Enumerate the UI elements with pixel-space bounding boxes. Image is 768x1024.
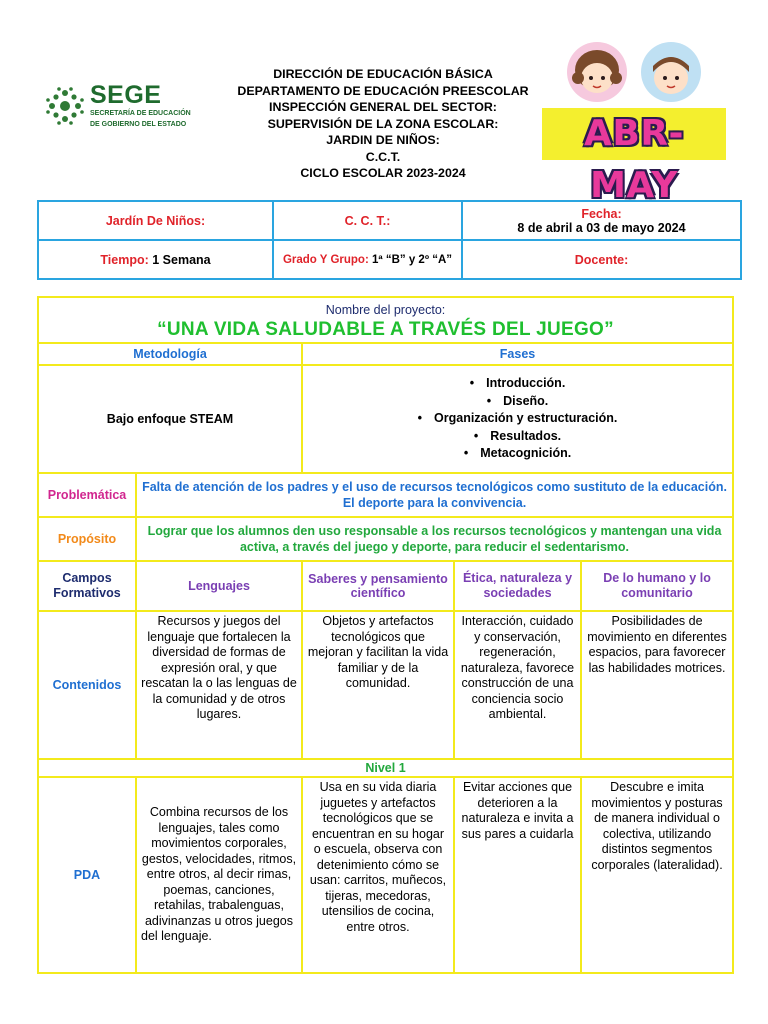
tiempo-value: 1 Semana	[148, 252, 211, 267]
campo-lenguajes: Lenguajes	[136, 561, 302, 611]
boy-icon	[641, 42, 701, 102]
pda-humano: Descubre e imita movimientos y posturas de manera individual o colectiva, utilizando distintos segmentos corporales (lateralidad).	[581, 777, 733, 973]
header-line: C.C.T.	[365, 149, 401, 164]
campos-label: Campos Formativos	[38, 561, 136, 611]
docente-cell	[462, 240, 741, 279]
sege-logo	[44, 82, 204, 130]
header-line: CICLO ESCOLAR 2023-2024	[300, 166, 466, 180]
project-table	[37, 296, 734, 974]
fecha-value: 8 de abril a 03 de mayo 2024	[517, 220, 686, 235]
kids-illustration	[563, 40, 705, 104]
fases-list	[307, 375, 728, 463]
header-line: JARDIN DE NIÑOS:	[326, 133, 440, 147]
grado-cell	[273, 240, 462, 279]
campo-saberes: Saberes y pensamiento científico	[302, 561, 454, 611]
project-name-label: Nombre del proyecto:	[325, 303, 446, 317]
month-badge	[542, 108, 726, 206]
proposito-text: Lograr que los alumnos den uso responsable a los recursos tecnológicos y mantengan una vida activa, a través del juego y deporte, para reducir el sedentarismo.	[136, 517, 733, 561]
campo-humano: De lo humano y lo comunitario	[581, 561, 733, 611]
jardin-cell	[38, 201, 273, 240]
header-line: DIRECCIÓN DE EDUCACIÓN BÁSICA	[273, 67, 493, 81]
info-table	[37, 200, 742, 280]
header-line: INSPECCIÓN GENERAL DEL SECTOR:	[269, 100, 497, 114]
fecha-cell	[462, 201, 741, 240]
girl-icon	[567, 42, 627, 102]
problematica-text: Falta de atención de los padres y el uso de recursos tecnológicos como sustituto de la educación. El deporte para la convivencia.	[136, 473, 733, 517]
pda-saberes: Usa en su vida diaria juguetes y artefactos tecnológicos que se encuentran en su hogar o escuela, observa con detenimiento cómo se usan: carritos, muñecos, tijeras, mecedoras, utensilios de cocina, entre otros.	[302, 777, 454, 973]
project-name-cell	[38, 297, 733, 343]
fases-cell	[302, 365, 733, 473]
logo-subtitle-1: SECRETARÍA DE EDUCACIÓN	[90, 110, 191, 118]
campo-etica: Ética, naturaleza y sociedades	[454, 561, 581, 611]
fecha-label: Fecha:	[581, 206, 622, 221]
pda-label: PDA	[38, 777, 136, 973]
metodologia-value: Bajo enfoque STEAM	[38, 365, 302, 473]
jardin-label: Jardín De Niños:	[105, 213, 206, 228]
problematica-label: Problemática	[38, 473, 136, 517]
fase-item: • Organización y estructuración.	[307, 410, 728, 428]
grado-value: 1ª “B” y 2º “A”	[368, 253, 453, 266]
logo-name: SEGE	[90, 81, 162, 110]
fase-item: • Resultados.	[307, 428, 728, 446]
fase-item: • Introducción.	[307, 375, 728, 393]
metodologia-header: Metodología	[38, 343, 302, 365]
pda-lenguajes: Combina recursos de los lenguajes, tales como movimientos corporales, gestos, velocidades, ritmos, entre otros, al decir rimas, poemas, canciones, retahilas, trabalenguas, adivinanzas u otros juegos del lenguaje.	[136, 777, 302, 973]
proposito-label: Propósito	[38, 517, 136, 561]
header-line: SUPERVISIÓN DE LA ZONA ESCOLAR:	[267, 116, 499, 131]
header-line: DEPARTAMENTO DE EDUCACIÓN PREESCOLAR	[237, 83, 529, 98]
docente-label: Docente:	[574, 252, 629, 267]
logo-subtitle-2: DE GOBIERNO DEL ESTADO	[90, 120, 187, 128]
contenido-humano: Posibilidades de movimiento en diferentes espacios, para favorecer las habilidades motrices.	[581, 611, 733, 759]
sege-emblem-icon	[44, 85, 86, 127]
contenido-lenguajes: Recursos y juegos del lenguaje que fortalecen la diversidad de formas de expresión oral, y que rescatan la o las lenguas de la comunidad y de otros lugares.	[136, 611, 302, 759]
nivel-label: Nivel 1	[38, 759, 733, 777]
fase-item: • Diseño.	[307, 393, 728, 411]
tiempo-cell	[38, 240, 273, 279]
fases-header: Fases	[302, 343, 733, 365]
tiempo-label: Tiempo:	[100, 252, 149, 267]
contenido-saberes: Objetos y artefactos tecnológicos que mejoran y facilitan la vida familiar y de la comunidad.	[302, 611, 454, 759]
contenidos-label: Contenidos	[38, 611, 136, 759]
grado-label: Grado Y Grupo:	[282, 253, 369, 266]
contenido-etica: Interacción, cuidado y conservación, regeneración, naturaleza, favorece construcción de una conciencia socio ambiental.	[454, 611, 581, 759]
project-title: “UNA VIDA SALUDABLE A TRAVÉS DEL JUEGO”	[157, 319, 614, 340]
month-badge-text: ABR-MAY	[584, 113, 684, 206]
fase-item: • Metacognición.	[307, 445, 728, 463]
cct-cell	[273, 201, 462, 240]
pda-etica: Evitar acciones que deterioren a la naturaleza e invita a sus pares a cuidarla	[454, 777, 581, 973]
cct-label: C. C. T.:	[344, 213, 391, 228]
header-titles	[222, 66, 544, 182]
